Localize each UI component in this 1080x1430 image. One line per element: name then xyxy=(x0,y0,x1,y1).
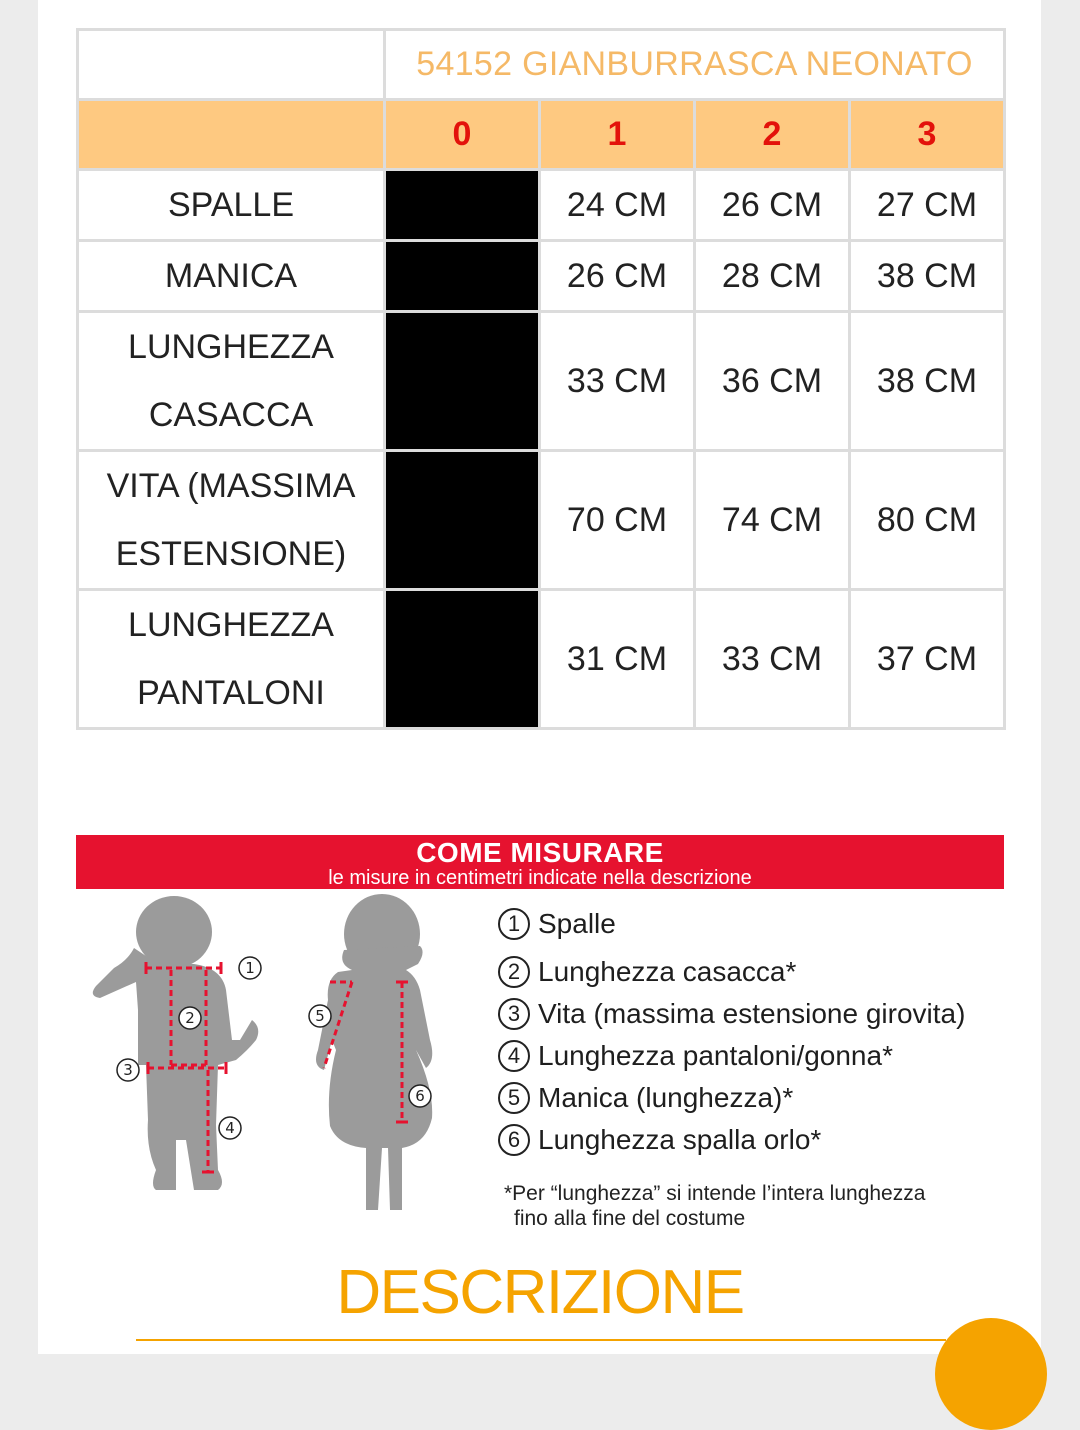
table-row-vita xyxy=(78,451,1005,590)
measurement-legend xyxy=(498,903,1008,1231)
row-label: VITA (MASSIMA ESTENSIONE) xyxy=(78,451,385,590)
table-cell: 38 CM xyxy=(850,241,1005,312)
table-cell: 33 CM xyxy=(695,590,850,729)
size-header-0: 0 xyxy=(385,100,540,170)
figure-marker-6: 6 xyxy=(415,1087,425,1105)
redacted-cell xyxy=(385,170,540,241)
banner-title: COME MISURARE xyxy=(416,837,664,868)
number-circle-icon: 5 xyxy=(498,1082,530,1114)
description-divider xyxy=(136,1339,946,1341)
row-label: SPALLE xyxy=(78,170,385,241)
table-row-lunghezza-casacca xyxy=(78,312,1005,451)
number-circle-icon: 3 xyxy=(498,998,530,1030)
row-label: LUNGHEZZA CASACCA xyxy=(78,312,385,451)
table-row-lunghezza-pantaloni xyxy=(78,590,1005,729)
banner-subtitle: le misure in centimetri indicate nella descrizione xyxy=(328,867,752,889)
table-cell: 36 CM xyxy=(695,312,850,451)
redacted-cell xyxy=(385,590,540,729)
redacted-cell xyxy=(385,312,540,451)
legend-item xyxy=(498,1077,1008,1119)
empty-corner-cell xyxy=(78,30,385,100)
legend-item xyxy=(498,903,1008,945)
legend-label: Lunghezza casacca* xyxy=(538,956,797,987)
table-cell: 38 CM xyxy=(850,312,1005,451)
table-cell: 26 CM xyxy=(540,241,695,312)
header-corner-cell xyxy=(78,100,385,170)
table-cell: 37 CM xyxy=(850,590,1005,729)
legend-item xyxy=(498,1035,1008,1077)
figure-marker-5: 5 xyxy=(315,1007,325,1025)
product-title: 54152 GIANBURRASCA NEONATO xyxy=(385,30,1005,100)
figure-marker-2: 2 xyxy=(185,1009,195,1027)
description-heading: DESCRIZIONE xyxy=(336,1258,744,1327)
table-cell: 27 CM xyxy=(850,170,1005,241)
size-header-2: 2 xyxy=(695,100,850,170)
legend-item xyxy=(498,951,1008,993)
boy-silhouette-icon xyxy=(93,896,258,1190)
size-header-3: 3 xyxy=(850,100,1005,170)
size-header-1: 1 xyxy=(540,100,695,170)
girl-silhouette-icon xyxy=(316,894,432,1210)
table-cell: 28 CM xyxy=(695,241,850,312)
footnote-line-2: fino alla fine del costume xyxy=(514,1207,746,1230)
legend-label: Manica (lunghezza)* xyxy=(538,1082,794,1113)
redacted-cell xyxy=(385,241,540,312)
legend-label: Lunghezza spalla orlo* xyxy=(538,1124,822,1155)
table-cell: 24 CM xyxy=(540,170,695,241)
how-to-measure-section xyxy=(76,835,1004,1245)
length-footnote xyxy=(498,1181,1008,1231)
table-cell: 74 CM xyxy=(695,451,850,590)
row-label: LUNGHEZZA PANTALONI xyxy=(78,590,385,729)
table-cell: 33 CM xyxy=(540,312,695,451)
legend-label: Vita (massima estensione girovita) xyxy=(538,998,966,1029)
row-label: MANICA xyxy=(78,241,385,312)
size-header-row xyxy=(78,100,1005,170)
floating-action-button[interactable] xyxy=(935,1318,1047,1430)
number-circle-icon: 4 xyxy=(498,1040,530,1072)
legend-item xyxy=(498,1119,1008,1161)
legend-label: Lunghezza pantaloni/gonna* xyxy=(538,1040,893,1071)
table-row-manica xyxy=(78,241,1005,312)
legend-item xyxy=(498,993,1008,1035)
table-row-spalle xyxy=(78,170,1005,241)
redacted-cell xyxy=(385,451,540,590)
figure-marker-3: 3 xyxy=(123,1061,133,1079)
table-cell: 80 CM xyxy=(850,451,1005,590)
number-circle-icon: 2 xyxy=(498,956,530,988)
title-row xyxy=(78,30,1005,100)
number-circle-icon: 6 xyxy=(498,1124,530,1156)
legend-label: Spalle xyxy=(538,908,616,939)
table-cell: 26 CM xyxy=(695,170,850,241)
how-to-measure-banner xyxy=(76,835,1004,889)
number-circle-icon: 1 xyxy=(498,908,530,940)
figure-marker-4: 4 xyxy=(225,1119,235,1137)
table-cell: 31 CM xyxy=(540,590,695,729)
measurement-figures-illustration xyxy=(76,890,496,1250)
size-chart-table xyxy=(76,28,1006,730)
figure-marker-1: 1 xyxy=(245,959,255,977)
table-cell: 70 CM xyxy=(540,451,695,590)
footnote-line-1: *Per “lunghezza” si intende l’intera lunghezza xyxy=(504,1182,926,1205)
